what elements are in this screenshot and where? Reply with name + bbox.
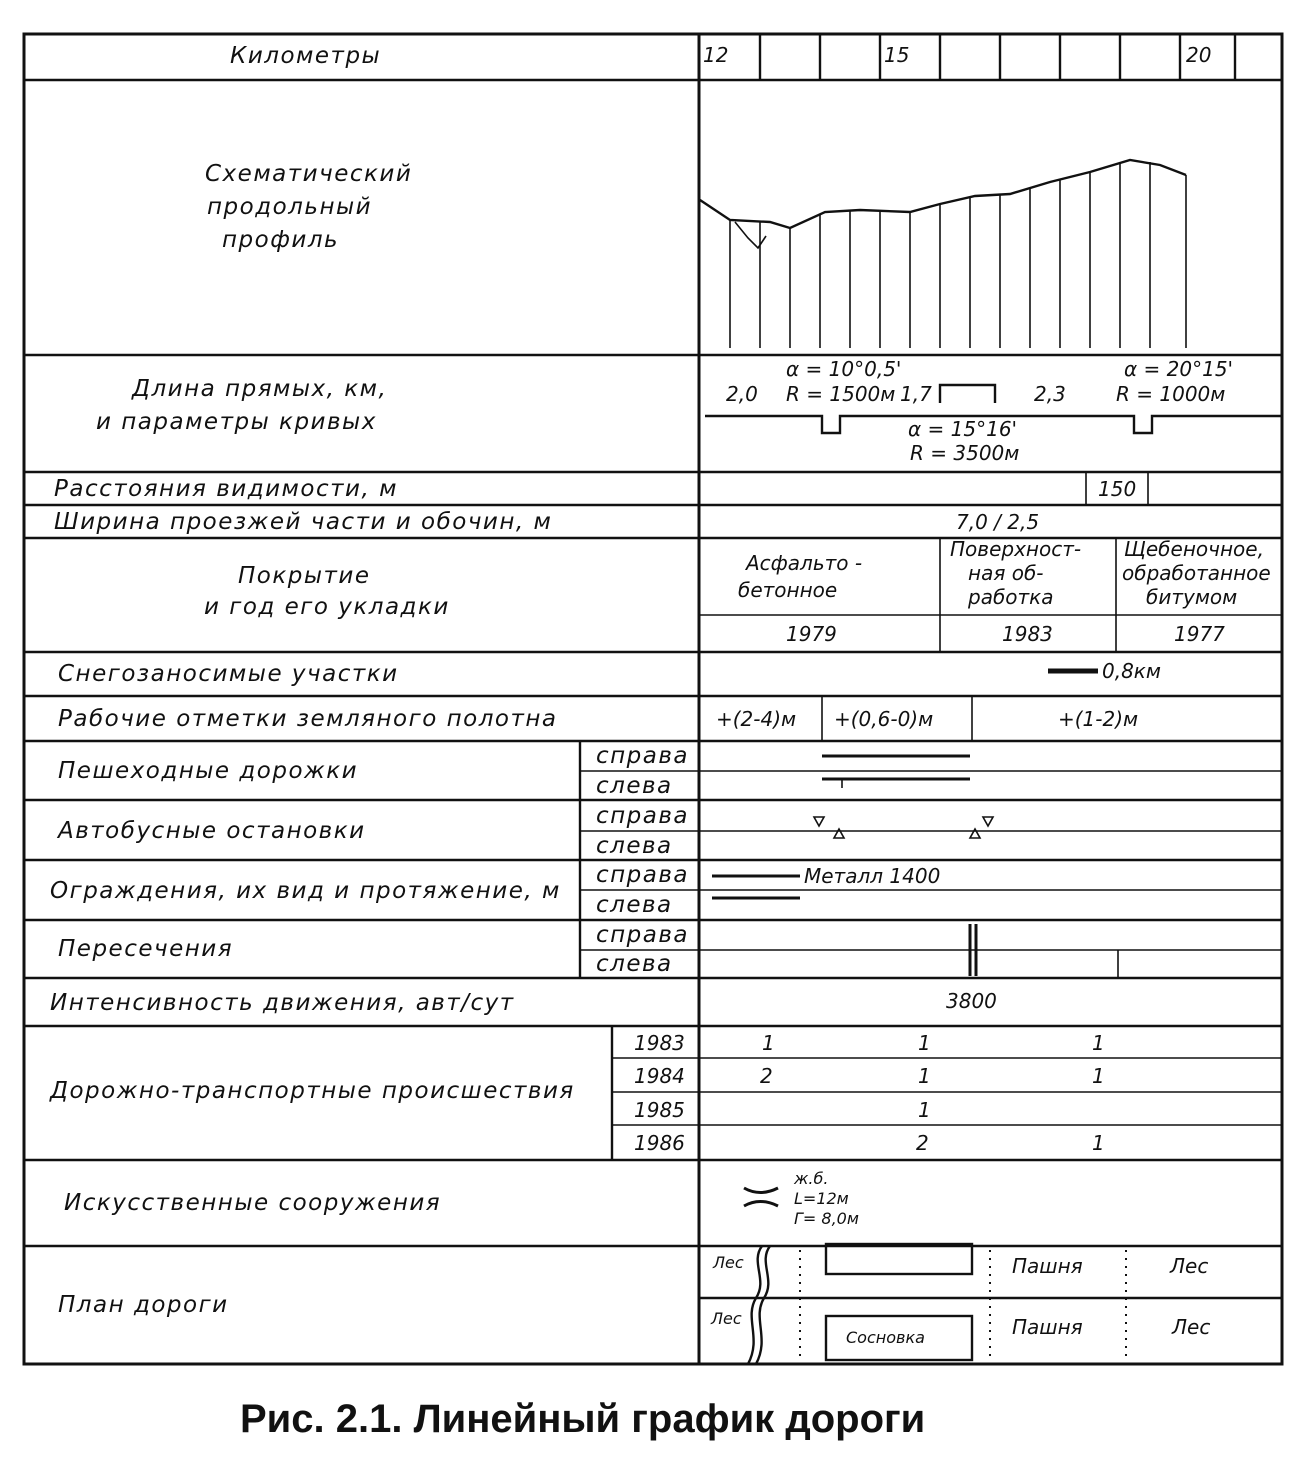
row-label-profile: профиль xyxy=(222,227,340,253)
svg-text:1977: 1977 xyxy=(1174,622,1225,646)
svg-text:2,3: 2,3 xyxy=(1034,382,1066,406)
accident-years xyxy=(634,1031,685,1155)
row-label-structures: Искусственные сооружения xyxy=(64,1190,442,1216)
row-label-curves: Длина прямых, км, xyxy=(132,376,388,402)
svg-text:слева: слева xyxy=(596,892,673,918)
svg-text:Лес: Лес xyxy=(713,1253,744,1272)
snow-value: 0,8км xyxy=(1102,659,1161,683)
row-label-earthwork: Рабочие отметки земляного полотна xyxy=(58,706,558,732)
row-label-crossings: Пересечения xyxy=(58,936,234,962)
svg-text:Пашня: Пашня xyxy=(1012,1254,1083,1278)
row-label-profile: Схематический xyxy=(205,161,413,187)
structure-label: ж.б. xyxy=(794,1169,829,1188)
row-label-pavement: и год его укладки xyxy=(204,594,450,620)
svg-text:1986: 1986 xyxy=(634,1131,685,1155)
svg-text:1985: 1985 xyxy=(634,1098,685,1122)
footpath-lines xyxy=(822,756,970,788)
svg-text:1: 1 xyxy=(1092,1031,1105,1055)
svg-text:Щебеночное,: Щебеночное, xyxy=(1124,537,1264,561)
profile-sketch xyxy=(700,160,1186,348)
row-label-pavement: Покрытие xyxy=(238,563,371,589)
svg-text:R = 1000м: R = 1000м xyxy=(1116,382,1226,406)
svg-text:Сосновка: Сосновка xyxy=(846,1328,925,1347)
svg-text:1: 1 xyxy=(918,1064,931,1088)
svg-text:бетонное: бетонное xyxy=(738,578,838,602)
village-area xyxy=(826,1244,972,1274)
svg-text:Асфальто -: Асфальто - xyxy=(746,551,863,575)
svg-text:1,7: 1,7 xyxy=(900,382,932,406)
svg-text:1: 1 xyxy=(1092,1131,1105,1155)
km-mark: 20 xyxy=(1186,43,1212,67)
earthwork-value: +(2-4)м xyxy=(716,707,797,731)
structure-label: Г= 8,0м xyxy=(794,1209,859,1228)
svg-text:1: 1 xyxy=(918,1098,931,1122)
svg-text:R = 1500м: R = 1500м xyxy=(786,382,896,406)
visibility-value: 150 xyxy=(1098,477,1137,501)
row-label-profile: продольный xyxy=(207,194,373,220)
row-label-visibility: Расстояния видимости, м xyxy=(54,476,398,502)
figure-caption: Рис. 2.1. Линейный график дороги xyxy=(240,1397,926,1441)
earthwork-value: +(1-2)м xyxy=(1058,707,1139,731)
row-label-snow: Снегозаносимые участки xyxy=(58,661,399,687)
svg-text:1983: 1983 xyxy=(1002,622,1053,646)
bus-stop-icon xyxy=(814,817,993,838)
svg-text:1: 1 xyxy=(762,1031,775,1055)
accident-counts xyxy=(760,1031,1105,1155)
svg-text:справа: справа xyxy=(596,922,690,948)
width-value: 7,0 / 2,5 xyxy=(956,510,1040,534)
earthwork-value: +(0,6-0)м xyxy=(834,707,934,731)
svg-text:слева: слева xyxy=(596,773,673,799)
traffic-value: 3800 xyxy=(946,989,997,1013)
svg-text:1983: 1983 xyxy=(634,1031,685,1055)
svg-text:R = 3500м: R = 3500м xyxy=(910,441,1020,465)
svg-text:ная об-: ная об- xyxy=(968,561,1044,585)
row-label-footpaths: Пешеходные дорожки xyxy=(58,758,359,784)
svg-text:α = 10°0,5': α = 10°0,5' xyxy=(786,357,902,381)
svg-text:слева: слева xyxy=(596,833,673,859)
row-label-width: Ширина проезжей части и обочин, м xyxy=(54,509,553,535)
svg-text:справа: справа xyxy=(596,862,690,888)
curve-diagram xyxy=(705,357,1282,465)
row-label-accidents: Дорожно-транспортные происшествия xyxy=(50,1078,575,1104)
svg-text:2: 2 xyxy=(760,1064,773,1088)
km-mark: 12 xyxy=(703,43,729,67)
row-label-curves: и параметры кривых xyxy=(96,409,377,435)
svg-text:Лес: Лес xyxy=(1170,1254,1209,1278)
svg-text:1984: 1984 xyxy=(634,1064,685,1088)
svg-text:1: 1 xyxy=(1092,1064,1105,1088)
svg-text:обработанное: обработанное xyxy=(1122,561,1271,585)
row-label-plan: План дороги xyxy=(58,1292,229,1318)
svg-text:работка: работка xyxy=(968,585,1054,609)
svg-text:2,0: 2,0 xyxy=(726,382,758,406)
barrier-label: Металл 1400 xyxy=(804,864,941,888)
row-label-bus: Автобусные остановки xyxy=(58,818,366,844)
svg-text:слева: слева xyxy=(596,951,673,977)
svg-text:справа: справа xyxy=(596,743,690,769)
bridge-icon xyxy=(744,1188,778,1206)
km-scale xyxy=(703,34,1235,80)
svg-text:Лес: Лес xyxy=(711,1309,742,1328)
row-label-barriers: Ограждения, их вид и протяжение, м xyxy=(50,878,561,904)
svg-text:Поверхност-: Поверхност- xyxy=(950,537,1082,561)
row-label-traffic: Интенсивность движения, авт/сут xyxy=(50,990,515,1016)
svg-text:2: 2 xyxy=(916,1131,929,1155)
pavement-types xyxy=(738,537,1271,646)
svg-text:справа: справа xyxy=(596,803,690,829)
svg-text:битумом: битумом xyxy=(1146,585,1238,609)
table-frame xyxy=(24,34,1282,1364)
row-label-km: Километры xyxy=(230,43,382,69)
structure-label: L=12м xyxy=(794,1189,849,1208)
km-mark: 15 xyxy=(884,43,910,67)
svg-text:Пашня: Пашня xyxy=(1012,1315,1083,1339)
svg-text:1: 1 xyxy=(918,1031,931,1055)
svg-text:α = 20°15': α = 20°15' xyxy=(1124,357,1234,381)
svg-text:Лес: Лес xyxy=(1172,1315,1211,1339)
svg-text:1979: 1979 xyxy=(786,622,837,646)
svg-text:α = 15°16': α = 15°16' xyxy=(908,417,1018,441)
